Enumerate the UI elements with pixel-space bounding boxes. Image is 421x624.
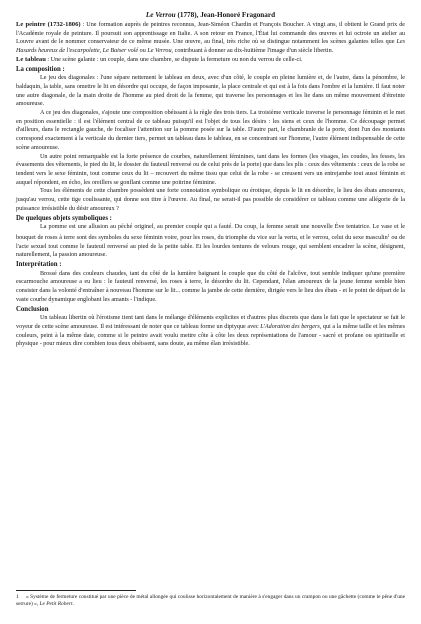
tableau-text: : Une scène galante : un couple, dans une chambre, se dispute la fermeture ou non du verrou de celle-ci. bbox=[45, 56, 303, 63]
interpretation-heading: Interprétation : bbox=[16, 261, 62, 269]
footnote-divider bbox=[16, 590, 136, 591]
composition-paragraph-4: Tous les éléments de cette chambre possèdent une forte connotation symbolique ou érotique, depuis le lit en désordre, le lieu des ébats amoureux, jusqu'au verrou, cette tige coulissante, qui donne son titre à l'œuvre. Au final, ne serait-il pas possible de considérer ce tableau comme une allégorie de la puissance irrésistible du désir amoureux ? bbox=[16, 188, 405, 212]
composition-paragraph-2: A ce jeu des diagonales, s'ajoute une composition obéissant à la règle des trois tiers. La troisième verticale traverse le personnage féminin et le met en position essentielle : il est l'élément central de ce tableau puisqu'il est l'objet de tous les désirs : les siens et ceux de l'homme. Ce découpage permet d'ailleurs, dans le rectangle gauche, de focaliser l'attention sur la pomme posée sur la table. D'autre part, le chambranle de la porte, dont l'un des montants correspond exactement à la verticale du dernier tiers, permet un tableau dans le tableau, en se concentrant sur l'homme, l'autre élément indispensable de cette scène amoureuse. bbox=[16, 110, 405, 151]
objets-text-b: ou de l'acte sexuel tout comme le fauteuil renversé au pied de la petite table. Et les lourdes tentures de velours rouge, qui semblent encadrer la scène, désignent, naturellement, la passion amoureuse. bbox=[16, 234, 405, 259]
painter-label: Le peintre (1732-1806) bbox=[16, 21, 81, 28]
conclusion-heading: Conclusion bbox=[16, 306, 49, 313]
composition-paragraph-1: Le jeu des diagonales : l'une sépare nettement le tableau en deux, avec d'un côté, le couple en pleine lumière et, de l'autre, dans la pénombre, le baldaquin, la table, sans omettre le lit en désordre qui occupe, de façon imposante, la place centrale et qui est à la fois dans l'ombre et la lumière. Il faut noter une autre diagonale, de la main droite de l'homme au pied droit de la femme, qui traverse les personnages et les lie dans un même mouvement d'étreinte amoureuse. bbox=[16, 75, 405, 108]
title-work: Le Verrou bbox=[145, 11, 176, 19]
objets-text-a: La pomme est une allusion au péché originel, au premier couple qui a fauté. Du coup, la femme serait une nouvelle Ève tentatrice. Le vase et le bouquet de roses à terre sont des symboles du sexe féminin voire, pour les roses, du triomphe du vice sur la vertu, et le verrou, celui du sexe masculin bbox=[16, 224, 405, 241]
footnote-number: 1 bbox=[16, 594, 19, 600]
conclusion-work: L'Adoration des bergers bbox=[260, 323, 320, 330]
footnote bbox=[16, 594, 405, 608]
composition-heading: La composition : bbox=[16, 66, 65, 74]
footnote-reference[interactable]: 1 bbox=[387, 232, 390, 238]
title-rest: (1778), Jean-Honoré Fragonard bbox=[175, 11, 276, 19]
conclusion-text-b: , qui a la même taille et les mêmes couleurs, peint à la même date, comme si le peintre avait voulu mettre côte à côte les deux représentations de l'amour - sacré et profane ou spirituelle et physique - pour mieux dire combien tous deux obéissent, sans doute, au même élan irrésistible. bbox=[16, 323, 405, 348]
tableau-label: Le tableau bbox=[16, 55, 46, 63]
interpretation-paragraph: Brossé dans des couleurs chaudes, tant du côté de la lumière baignant le couple que du côté de l'alcôve, tout semble indiquer qu'une première escarmouche amoureuse a eu lieu : le fauteuil renversé, les roses à terre, le désordre du lit. Cependant, l'élan amoureux de la jeune femme semble bien consister dans la volonté d'entraîner à nouveau l'homme sur le lit... comme la jambe de cette dernière, dirigée vers le lieu des ébats - et le point de départ de la vaste courbe dynamique englobant les amants - l'indique. bbox=[16, 270, 405, 303]
painter-work-2: Le Baiser volé bbox=[102, 48, 139, 55]
painter-end: , contribuant à donner au dix-huitième l'image d'un siècle libertin. bbox=[171, 48, 334, 55]
painter-text: : Une formation auprès de peintres reconnus, Jean-Siméon Chardin et François Boucher. A vingt ans, il obtient le Grand prix de l'Académie royale de peinture. Il poursuit son apprentissage en Italie. A son retour en France, l'État lui commande des œuvres et lui octroie un atelier au Louvre avant de le nommer conservateur de ce même musée. Une œuvre, au final, très riche où se distingue notamment les scènes galantes telles que bbox=[16, 22, 405, 46]
painter-work-1: Les Hasards heureux de l'escarpolette bbox=[16, 39, 405, 55]
painter-paragraph bbox=[16, 21, 405, 56]
footnote-source: Le Petit Robert bbox=[39, 601, 73, 608]
page-title bbox=[16, 10, 405, 20]
painter-sep: , bbox=[99, 48, 103, 55]
painter-ou: ou bbox=[138, 48, 148, 55]
tableau-paragraph bbox=[16, 56, 405, 65]
objets-paragraph bbox=[16, 223, 405, 260]
conclusion-paragraph bbox=[16, 314, 405, 349]
footnote-end: . bbox=[72, 601, 74, 608]
painter-work-3: Le Verrou bbox=[147, 48, 172, 55]
conclusion-text-a: Un tableau libertin où l'érotisme tient tant dans le mélange d'éléments explicites et d'autres plus discrets que dans le fait que le spectateur se fait le voyeur de cette scène amoureuse. Il est intéressant de noter que ce tableau forme un diptyque avec bbox=[16, 315, 405, 330]
footnote-text: « Système de fermeture constitué par une pièce de métal allongée qui coulisse horizontalement de manière à s'engager dans un crampon ou une gâchette (comme le pêne d'une serrure) », bbox=[16, 594, 405, 608]
objets-heading: De quelques objets symboliques : bbox=[16, 214, 112, 222]
composition-paragraph-3: Un autre point remarquable est la forte présence de courbes, naturellement féminines, tant dans les formes (les visages, les coudes, les fesses, les évasements des vêtements, le pied du lit, le dossier du fauteuil renversé ou de celui près de la porte) que dans les plis : ceux des vêtements : ceux de la robe se tendent vers le sexe féminin, tout comme ceux du lit – recouvert du même tissu que celui de la robe - se creusent vers un entrejambe tout aussi féminin et auquel répondent, en écho, les oreillers se gonflant comme une poitrine féminine. bbox=[16, 153, 405, 186]
